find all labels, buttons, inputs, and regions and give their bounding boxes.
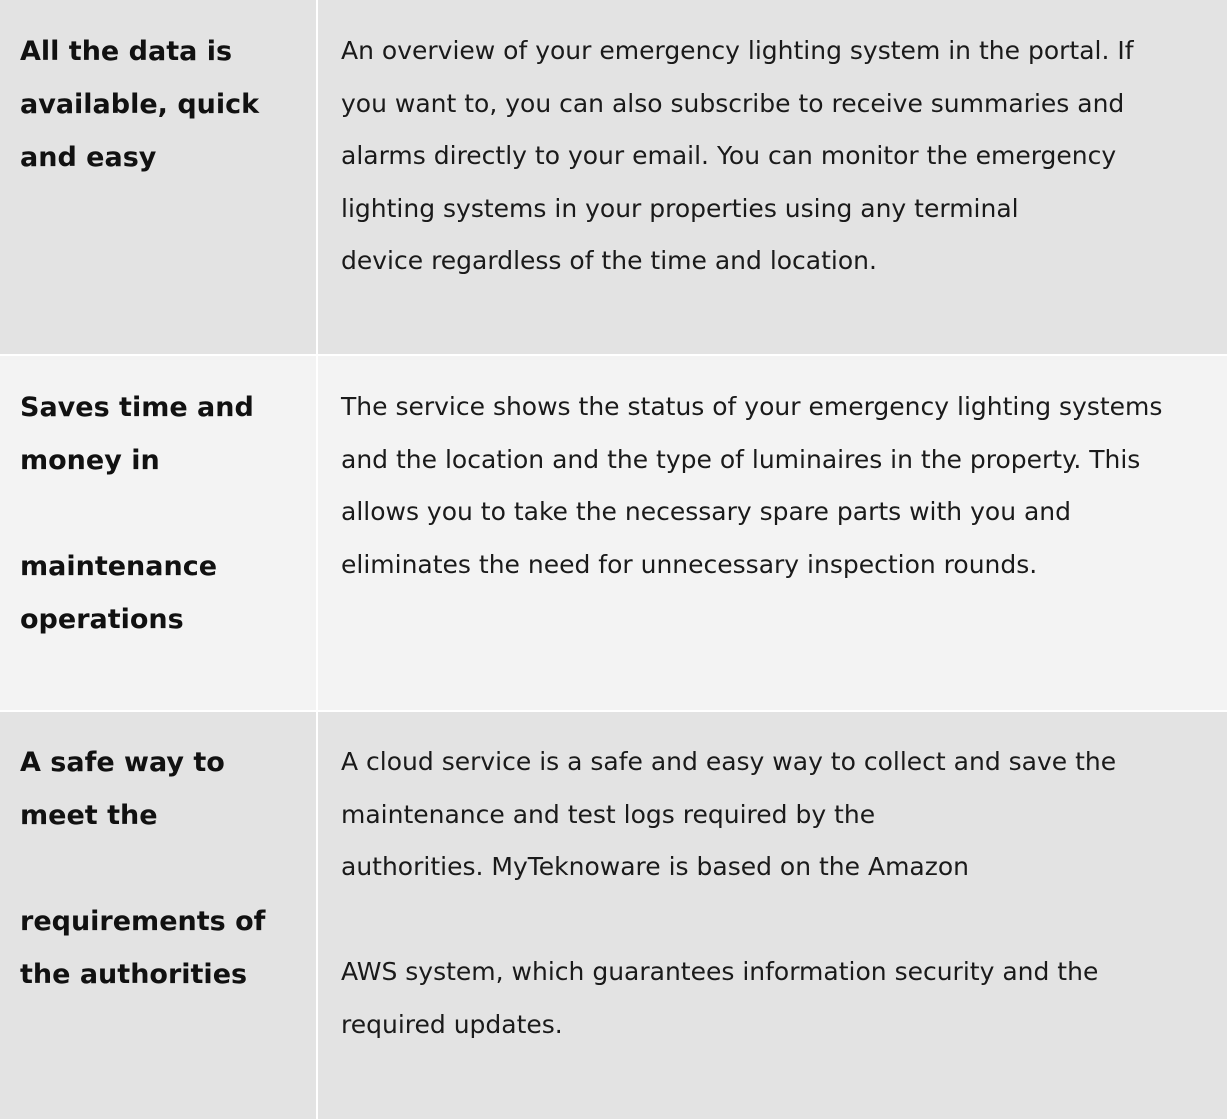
row-heading [20, 25, 305, 184]
row-description [341, 25, 1211, 288]
row-description-line: maintenance and test logs required by the [341, 799, 876, 829]
row-heading-line: and easy [20, 142, 157, 173]
row-heading-line: Saves time and [20, 392, 254, 423]
row-heading-line: meet the [20, 800, 158, 831]
row-heading-line: All the data is [20, 36, 233, 67]
row-description-line: device regardless of the time and location. [341, 246, 877, 275]
line-spacer [20, 487, 305, 540]
row-heading [20, 381, 305, 646]
row-description [341, 381, 1211, 591]
row-heading-line: operations [20, 604, 184, 635]
row-description-line: alarms directly to your email. You can monitor the emergency [341, 141, 1117, 170]
row-divider [0, 710, 1227, 712]
row-heading-line: money in [20, 445, 160, 476]
row-heading [20, 736, 305, 1001]
row-description-line: lighting systems in your properties using any terminal [341, 193, 1019, 223]
row-description-line: you want to, you can also subscribe to receive summaries and [341, 88, 1125, 118]
row-heading-line: maintenance [20, 551, 218, 582]
row-heading-line: A safe way to [20, 747, 225, 778]
row-divider [0, 354, 1227, 356]
row-heading-line: available, quick [20, 89, 260, 120]
line-spacer [20, 842, 305, 895]
row-description-line: A cloud service is a safe and easy way to collect and save the [341, 747, 1117, 776]
row-description-line: allows you to take the necessary spare parts with you and [341, 497, 1072, 526]
row-description [341, 736, 1211, 1051]
row-description-line: AWS system, which guarantees information security and the [341, 957, 1099, 986]
row-description-line: required updates. [341, 1009, 563, 1039]
row-description-line: and the location and the type of luminaires in the property. This [341, 444, 1141, 474]
row-heading-line: the authorities [20, 959, 248, 990]
row-description-line: authorities. MyTeknoware is based on the Amazon [341, 852, 970, 881]
line-spacer [341, 894, 1211, 947]
row-description-line: eliminates the need for unnecessary inspection rounds. [341, 549, 1038, 579]
row-description-line: An overview of your emergency lighting system in the portal. If [341, 36, 1134, 65]
row-heading-line: requirements of [20, 906, 266, 937]
row-description-line: The service shows the status of your emergency lighting systems [341, 392, 1163, 421]
column-divider [316, 0, 318, 1119]
